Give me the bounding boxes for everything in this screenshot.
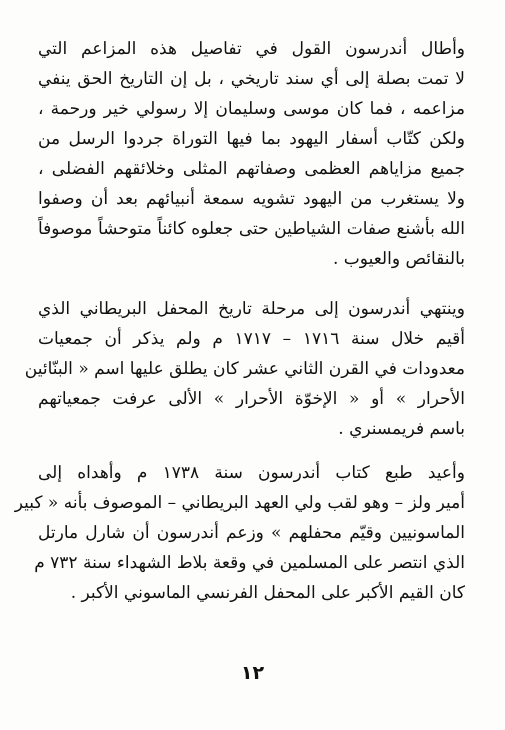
text-line: الماسونيين وقيّم محفلهم » وزعم أندرسون أن شارل مارتل xyxy=(38,523,465,543)
text-line: وأعيد طبع كتاب أندرسون سنة ١٧٣٨ م وأهداه إلى xyxy=(38,463,465,483)
text-line: ولا يستغرب من اليهود تشويه سمعة أنبيائهم بعد أن وصفوا xyxy=(38,189,465,209)
text-line: أمير ولز – وهو لقب ولي العهد البريطاني – الموصوف بأنه « كبير xyxy=(14,493,465,513)
text-line: معدودات في القرن الثاني عشر كان يطلق عليها اسم « البنّائين xyxy=(24,359,465,379)
text-line: وينتهي أندرسون إلى مرحلة تاريخ المحفل البريطاني الذي xyxy=(38,299,465,319)
text-line: ولكن كتّاب أسفار اليهود بما فيها التوراة جردوا الرسل من xyxy=(38,129,465,149)
text-line: أقيم خلال سنة ١٧١٦ – ١٧١٧ م ولم يذكر أن جمعيات xyxy=(38,329,465,349)
paragraph-3 xyxy=(14,458,465,608)
text-line: باسم فريمسنري . xyxy=(338,419,465,439)
text-line: بالنقائص والعيوب . xyxy=(333,249,465,269)
text-line: الله بأشنع صفات الشياطين حتى جعلوه كائناً متوحشاً موصوفاً xyxy=(38,219,465,239)
text-line: جميع مزاياهم العظمى وصفاتهم المثلى وخلائقهم الفضلى ، xyxy=(38,159,465,179)
body-text xyxy=(14,34,465,608)
text-line: لا تمت بصلة إلى أي سند تاريخي ، بل إن التاريخ الحق ينفي xyxy=(38,69,465,89)
paragraph-1 xyxy=(38,34,465,274)
text-line: وأطال أندرسون القول في تفاصيل هذه المزاعم التي xyxy=(38,39,465,59)
page-number: ١٢ xyxy=(240,662,265,684)
text-line: الأحرار » أو « الإخوّة الأحرار » الألى عرفت جمعياتهم xyxy=(38,389,465,409)
text-line: كان القيم الأكبر على المحفل الفرنسي الماسوني الأكبر . xyxy=(70,583,465,603)
text-line: الذي انتصر على المسلمين في وقعة بلاط الشهداء سنة ٧٣٢ م xyxy=(34,553,465,573)
paragraph-2 xyxy=(24,294,465,444)
text-line: مزاعمه ، فما كان موسى وسليمان إلا رسولي خير ورحمة ، xyxy=(38,99,465,119)
